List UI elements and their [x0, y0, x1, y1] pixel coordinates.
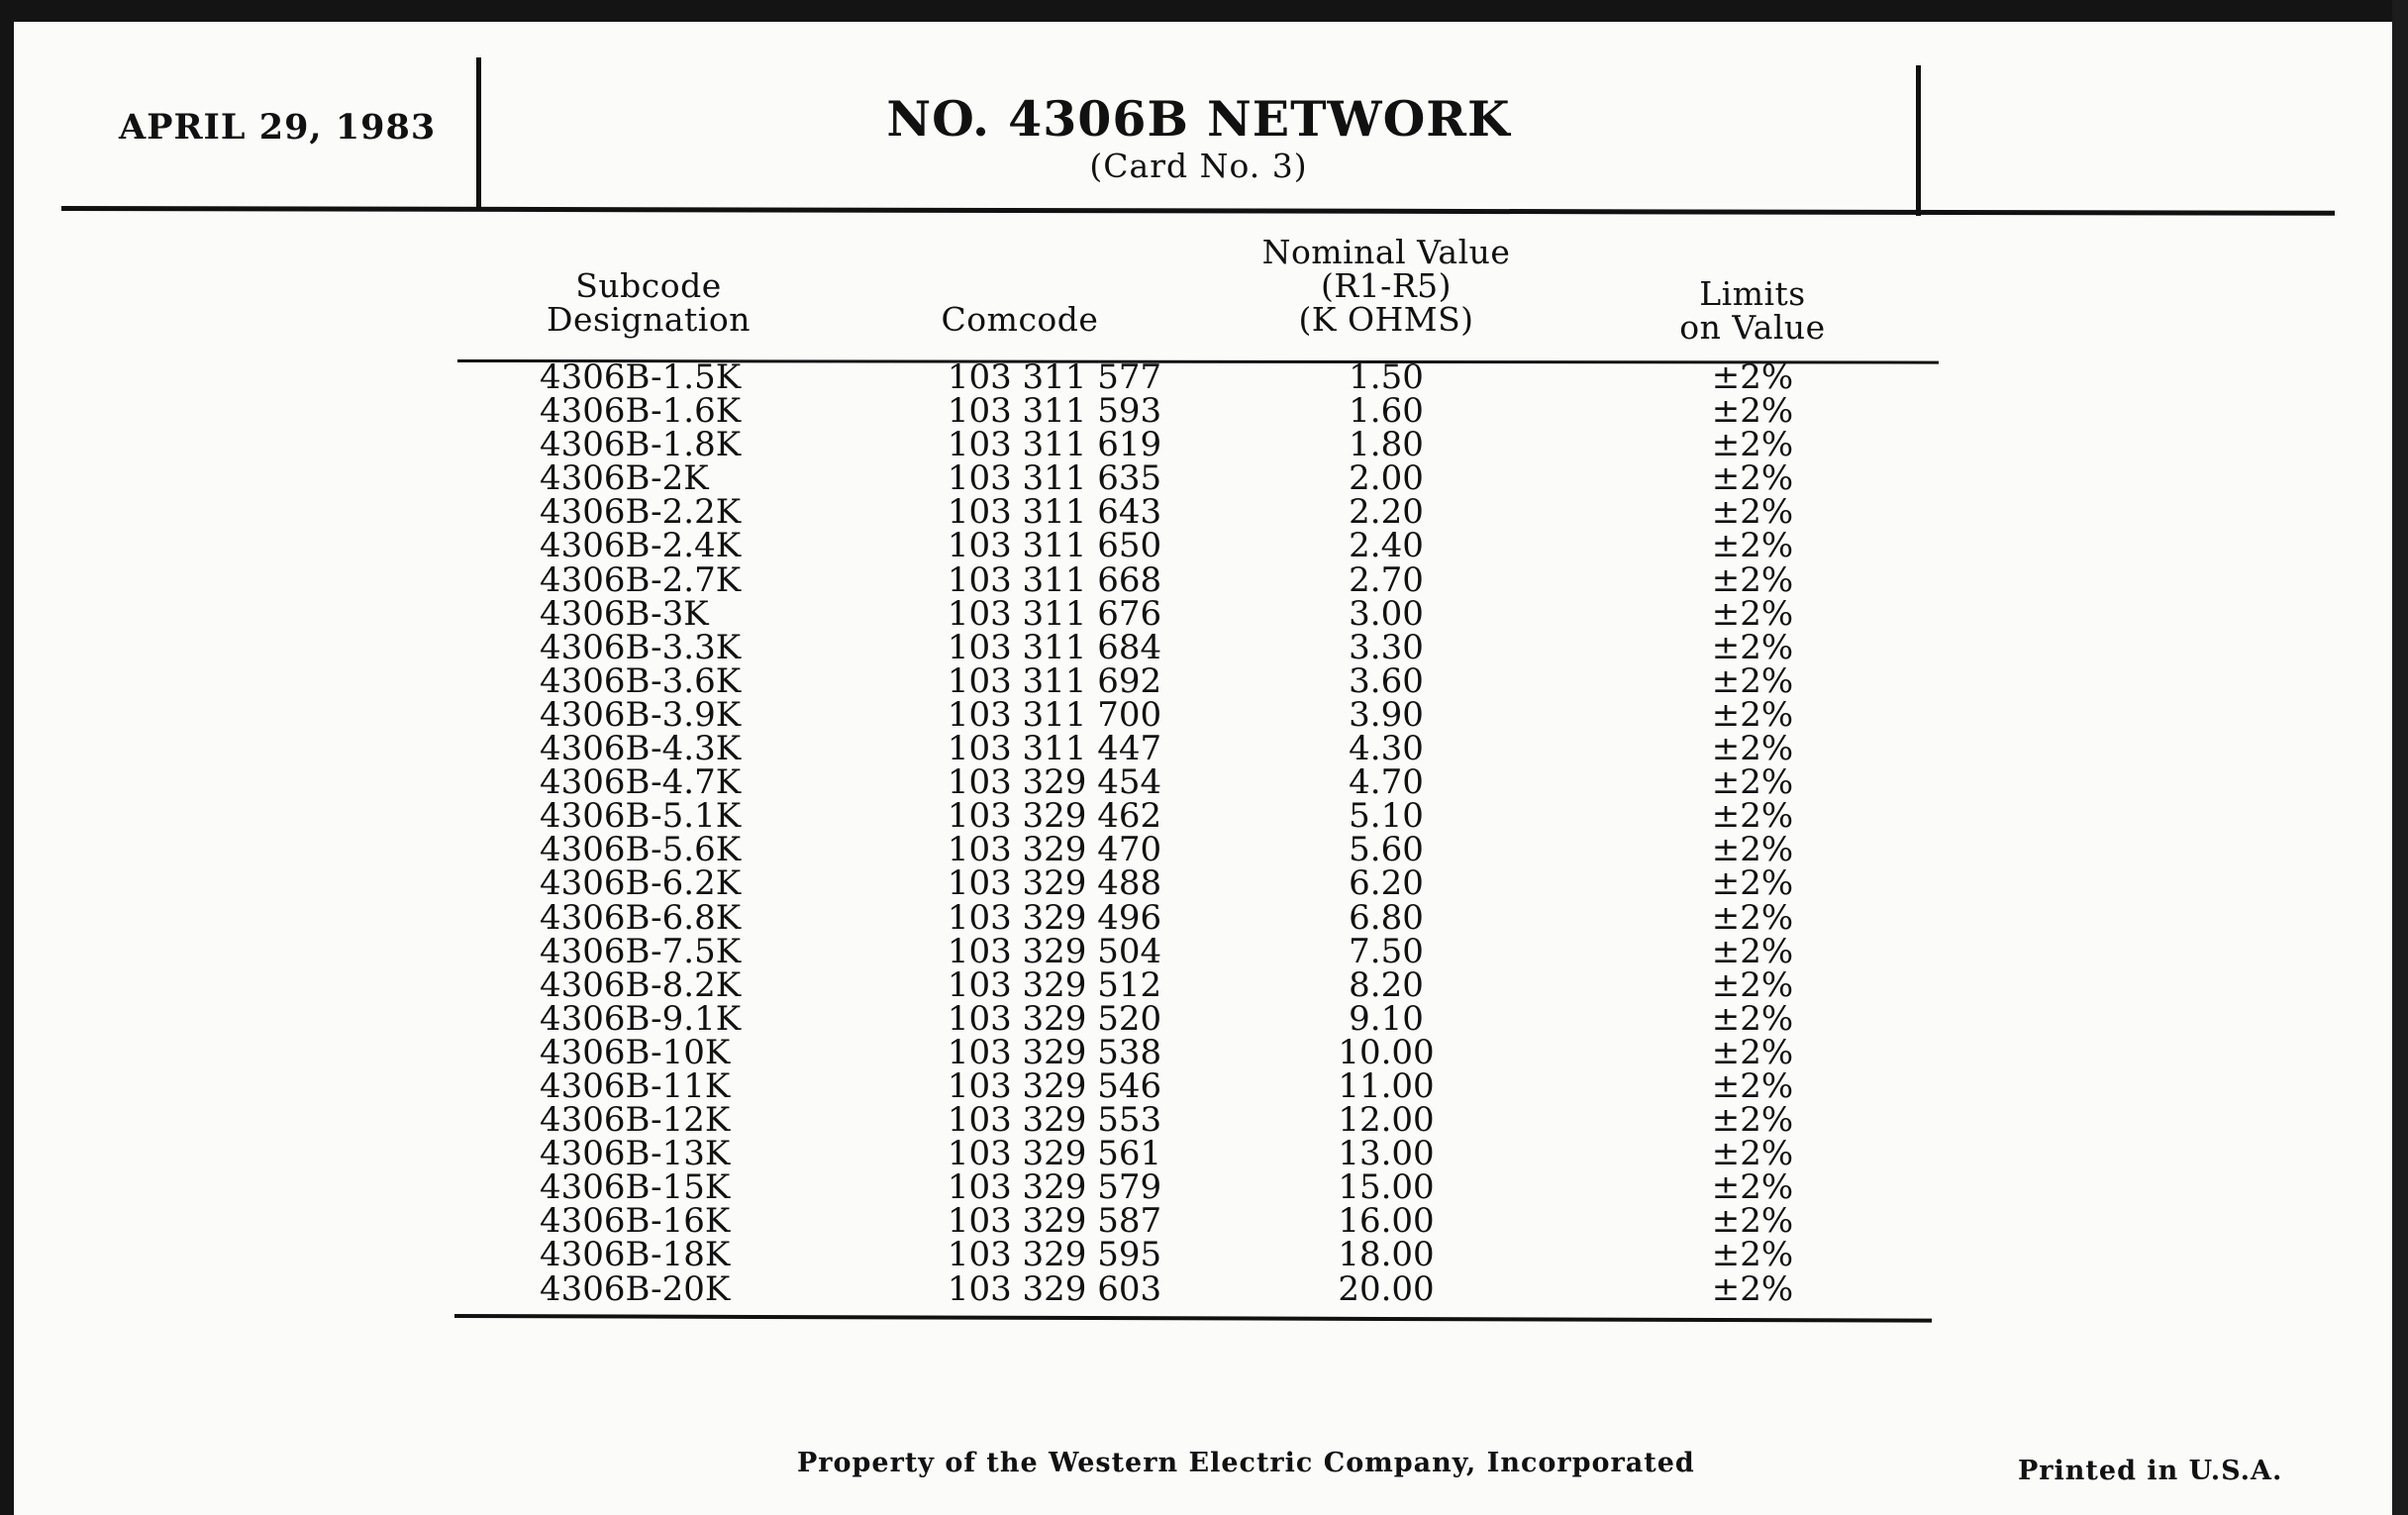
limit-cell: ±2%	[1711, 1167, 1794, 1208]
subcode-cell: 4306B-2.7K	[540, 559, 742, 600]
document-subtitle: (Card No. 3)	[1089, 147, 1308, 185]
subcode-cell: 4306B-1.8K	[540, 425, 742, 465]
nominal-value-cell: 13.00	[1338, 1134, 1435, 1174]
table-row	[0, 425, 2408, 465]
table-row	[0, 897, 2408, 938]
column-header-line: Subcode	[575, 266, 722, 305]
table-row	[0, 660, 2408, 701]
nominal-value-cell: 16.00	[1338, 1201, 1435, 1242]
subcode-cell: 4306B-10K	[540, 1032, 731, 1072]
title-block	[481, 91, 1916, 186]
limit-cell: ±2%	[1711, 1100, 1794, 1141]
comcode-cell: 103 329 595	[947, 1235, 1162, 1275]
comcode-cell: 103 329 488	[947, 863, 1162, 904]
comcode-cell: 103 311 593	[947, 391, 1162, 432]
comcode-cell: 103 329 454	[947, 762, 1162, 803]
subcode-cell: 4306B-4.3K	[540, 729, 742, 769]
table-row	[0, 1167, 2408, 1208]
subcode-cell: 4306B-1.5K	[540, 357, 742, 397]
comcode-cell: 103 329 512	[947, 964, 1162, 1005]
comcode-cell: 103 311 676	[947, 593, 1162, 634]
nominal-value-cell: 2.20	[1349, 492, 1424, 533]
limit-cell: ±2%	[1711, 391, 1794, 432]
subcode-cell: 4306B-5.1K	[540, 796, 742, 837]
nominal-value-cell: 2.00	[1349, 458, 1424, 499]
nominal-value-cell: 18.00	[1338, 1235, 1435, 1275]
nominal-value-cell: 3.60	[1349, 660, 1424, 701]
nominal-value-cell: 1.80	[1349, 425, 1424, 465]
nominal-value-cell: 4.30	[1349, 729, 1424, 769]
table-row	[0, 458, 2408, 499]
limit-cell: ±2%	[1711, 964, 1794, 1005]
subcode-cell: 4306B-20K	[540, 1268, 731, 1309]
column-header-line: Comcode	[941, 300, 1099, 339]
limit-cell: ±2%	[1711, 1065, 1794, 1106]
table-row	[0, 796, 2408, 837]
table-row	[0, 593, 2408, 634]
table-row	[0, 931, 2408, 971]
limit-cell: ±2%	[1711, 863, 1794, 904]
table-row	[0, 1235, 2408, 1275]
nominal-value-cell: 12.00	[1338, 1100, 1435, 1141]
nominal-value-cell: 7.50	[1349, 931, 1424, 971]
nominal-value-cell: 4.70	[1349, 762, 1424, 803]
subcode-cell: 4306B-2.4K	[540, 526, 742, 566]
nominal-value-cell: 11.00	[1338, 1065, 1435, 1106]
table-row	[0, 357, 2408, 397]
table-row	[0, 1268, 2408, 1309]
nominal-value-cell: 5.60	[1349, 830, 1424, 870]
comcode-cell: 103 311 692	[947, 660, 1162, 701]
table-row	[0, 526, 2408, 566]
comcode-cell: 103 311 650	[947, 526, 1162, 566]
comcode-cell: 103 311 643	[947, 492, 1162, 533]
limit-cell: ±2%	[1711, 762, 1794, 803]
table-row	[0, 998, 2408, 1039]
comcode-cell: 103 329 520	[947, 998, 1162, 1039]
nominal-value-cell: 3.90	[1349, 694, 1424, 735]
limit-cell: ±2%	[1711, 1268, 1794, 1309]
subcode-cell: 4306B-16K	[540, 1201, 731, 1242]
header-divider-right	[1916, 65, 1921, 216]
nominal-value-cell: 10.00	[1338, 1032, 1435, 1072]
table-row	[0, 1065, 2408, 1106]
limit-cell: ±2%	[1711, 796, 1794, 837]
comcode-cell: 103 311 700	[947, 694, 1162, 735]
nominal-value-cell: 6.80	[1349, 897, 1424, 938]
limit-cell: ±2%	[1711, 998, 1794, 1039]
comcode-cell: 103 311 619	[947, 425, 1162, 465]
property-notice: Property of the Western Electric Company, Incorporated	[797, 1448, 1695, 1478]
subcode-cell: 4306B-8.2K	[540, 964, 742, 1005]
table-row	[0, 1100, 2408, 1141]
subcode-cell: 4306B-11K	[540, 1065, 731, 1106]
table-row	[0, 964, 2408, 1005]
subcode-cell: 4306B-6.8K	[540, 897, 742, 938]
nominal-value-cell: 9.10	[1349, 998, 1424, 1039]
table-row	[0, 1032, 2408, 1072]
limit-cell: ±2%	[1711, 357, 1794, 397]
limit-cell: ±2%	[1711, 458, 1794, 499]
subcode-cell: 4306B-3.9K	[540, 694, 742, 735]
table-row	[0, 492, 2408, 533]
limit-cell: ±2%	[1711, 830, 1794, 870]
nominal-value-cell: 1.60	[1349, 391, 1424, 432]
nominal-value-cell: 3.30	[1349, 627, 1424, 667]
column-header-subcode	[500, 266, 797, 339]
comcode-cell: 103 311 684	[947, 627, 1162, 667]
nominal-value-cell: 1.50	[1349, 357, 1424, 397]
table-row	[0, 863, 2408, 904]
table-row	[0, 762, 2408, 803]
column-header-line: Nominal Value	[1261, 233, 1511, 271]
table-row	[0, 830, 2408, 870]
limit-cell: ±2%	[1711, 660, 1794, 701]
subcode-cell: 4306B-3.3K	[540, 627, 742, 667]
column-header-line: (R1-R5)	[1320, 266, 1453, 305]
subcode-cell: 4306B-13K	[540, 1134, 731, 1174]
table-row	[0, 1201, 2408, 1242]
limit-cell: ±2%	[1711, 627, 1794, 667]
nominal-value-cell: 2.70	[1349, 559, 1424, 600]
subcode-cell: 4306B-9.1K	[540, 998, 742, 1039]
limit-cell: ±2%	[1711, 1032, 1794, 1072]
column-header-comcode	[891, 300, 1149, 339]
subcode-cell: 4306B-7.5K	[540, 931, 742, 971]
subcode-cell: 4306B-3.6K	[540, 660, 742, 701]
nominal-value-cell: 3.00	[1349, 593, 1424, 634]
nominal-value-cell: 8.20	[1349, 964, 1424, 1005]
subcode-cell: 4306B-12K	[540, 1100, 731, 1141]
comcode-cell: 103 329 470	[947, 830, 1162, 870]
subcode-cell: 4306B-5.6K	[540, 830, 742, 870]
comcode-cell: 103 329 538	[947, 1032, 1162, 1072]
comcode-cell: 103 329 546	[947, 1065, 1162, 1106]
column-header-line: Limits	[1699, 274, 1806, 313]
comcode-cell: 103 329 504	[947, 931, 1162, 971]
table-row	[0, 627, 2408, 667]
subcode-cell: 4306B-18K	[540, 1235, 731, 1275]
table-body	[0, 357, 2408, 1309]
limit-cell: ±2%	[1711, 492, 1794, 533]
comcode-cell: 103 329 462	[947, 796, 1162, 837]
table-row	[0, 391, 2408, 432]
document-date: APRIL 29, 1983	[119, 107, 437, 148]
printed-notice: Printed in U.S.A.	[2018, 1456, 2283, 1486]
limit-cell: ±2%	[1711, 1134, 1794, 1174]
comcode-cell: 103 311 447	[947, 729, 1162, 769]
limit-cell: ±2%	[1711, 425, 1794, 465]
nominal-value-cell: 20.00	[1338, 1268, 1435, 1309]
limit-cell: ±2%	[1711, 593, 1794, 634]
nominal-value-cell: 5.10	[1349, 796, 1424, 837]
limit-cell: ±2%	[1711, 694, 1794, 735]
comcode-cell: 103 311 635	[947, 458, 1162, 499]
limit-cell: ±2%	[1711, 897, 1794, 938]
subcode-cell: 4306B-1.6K	[540, 391, 742, 432]
limit-cell: ±2%	[1711, 526, 1794, 566]
comcode-cell: 103 329 603	[947, 1268, 1162, 1309]
subcode-cell: 4306B-6.2K	[540, 863, 742, 904]
subcode-cell: 4306B-4.7K	[540, 762, 742, 803]
comcode-cell: 103 311 668	[947, 559, 1162, 600]
subcode-cell: 4306B-2.2K	[540, 492, 742, 533]
document-title: NO. 4306B NETWORK	[886, 90, 1511, 148]
subcode-cell: 4306B-3K	[540, 593, 709, 634]
column-header-line: (K OHMS)	[1298, 300, 1474, 339]
comcode-cell: 103 311 577	[947, 357, 1162, 397]
nominal-value-cell: 6.20	[1349, 863, 1424, 904]
comcode-cell: 103 329 553	[947, 1100, 1162, 1141]
limit-cell: ±2%	[1711, 729, 1794, 769]
table-row	[0, 1134, 2408, 1174]
column-header-line: on Value	[1679, 308, 1826, 347]
table-row	[0, 559, 2408, 600]
subcode-cell: 4306B-2K	[540, 458, 709, 499]
comcode-cell: 103 329 579	[947, 1167, 1162, 1208]
limit-cell: ±2%	[1711, 1235, 1794, 1275]
nominal-value-cell: 2.40	[1349, 526, 1424, 566]
comcode-cell: 103 329 561	[947, 1134, 1162, 1174]
limit-cell: ±2%	[1711, 559, 1794, 600]
limit-cell: ±2%	[1711, 931, 1794, 971]
subcode-cell: 4306B-15K	[540, 1167, 731, 1208]
comcode-cell: 103 329 587	[947, 1201, 1162, 1242]
table-row	[0, 694, 2408, 735]
table-row	[0, 729, 2408, 769]
limit-cell: ±2%	[1711, 1201, 1794, 1242]
nominal-value-cell: 15.00	[1338, 1167, 1435, 1208]
comcode-cell: 103 329 496	[947, 897, 1162, 938]
column-header-line: Designation	[547, 300, 751, 339]
column-header-limits	[1604, 274, 1901, 347]
column-header-nominal-value	[1228, 233, 1545, 339]
